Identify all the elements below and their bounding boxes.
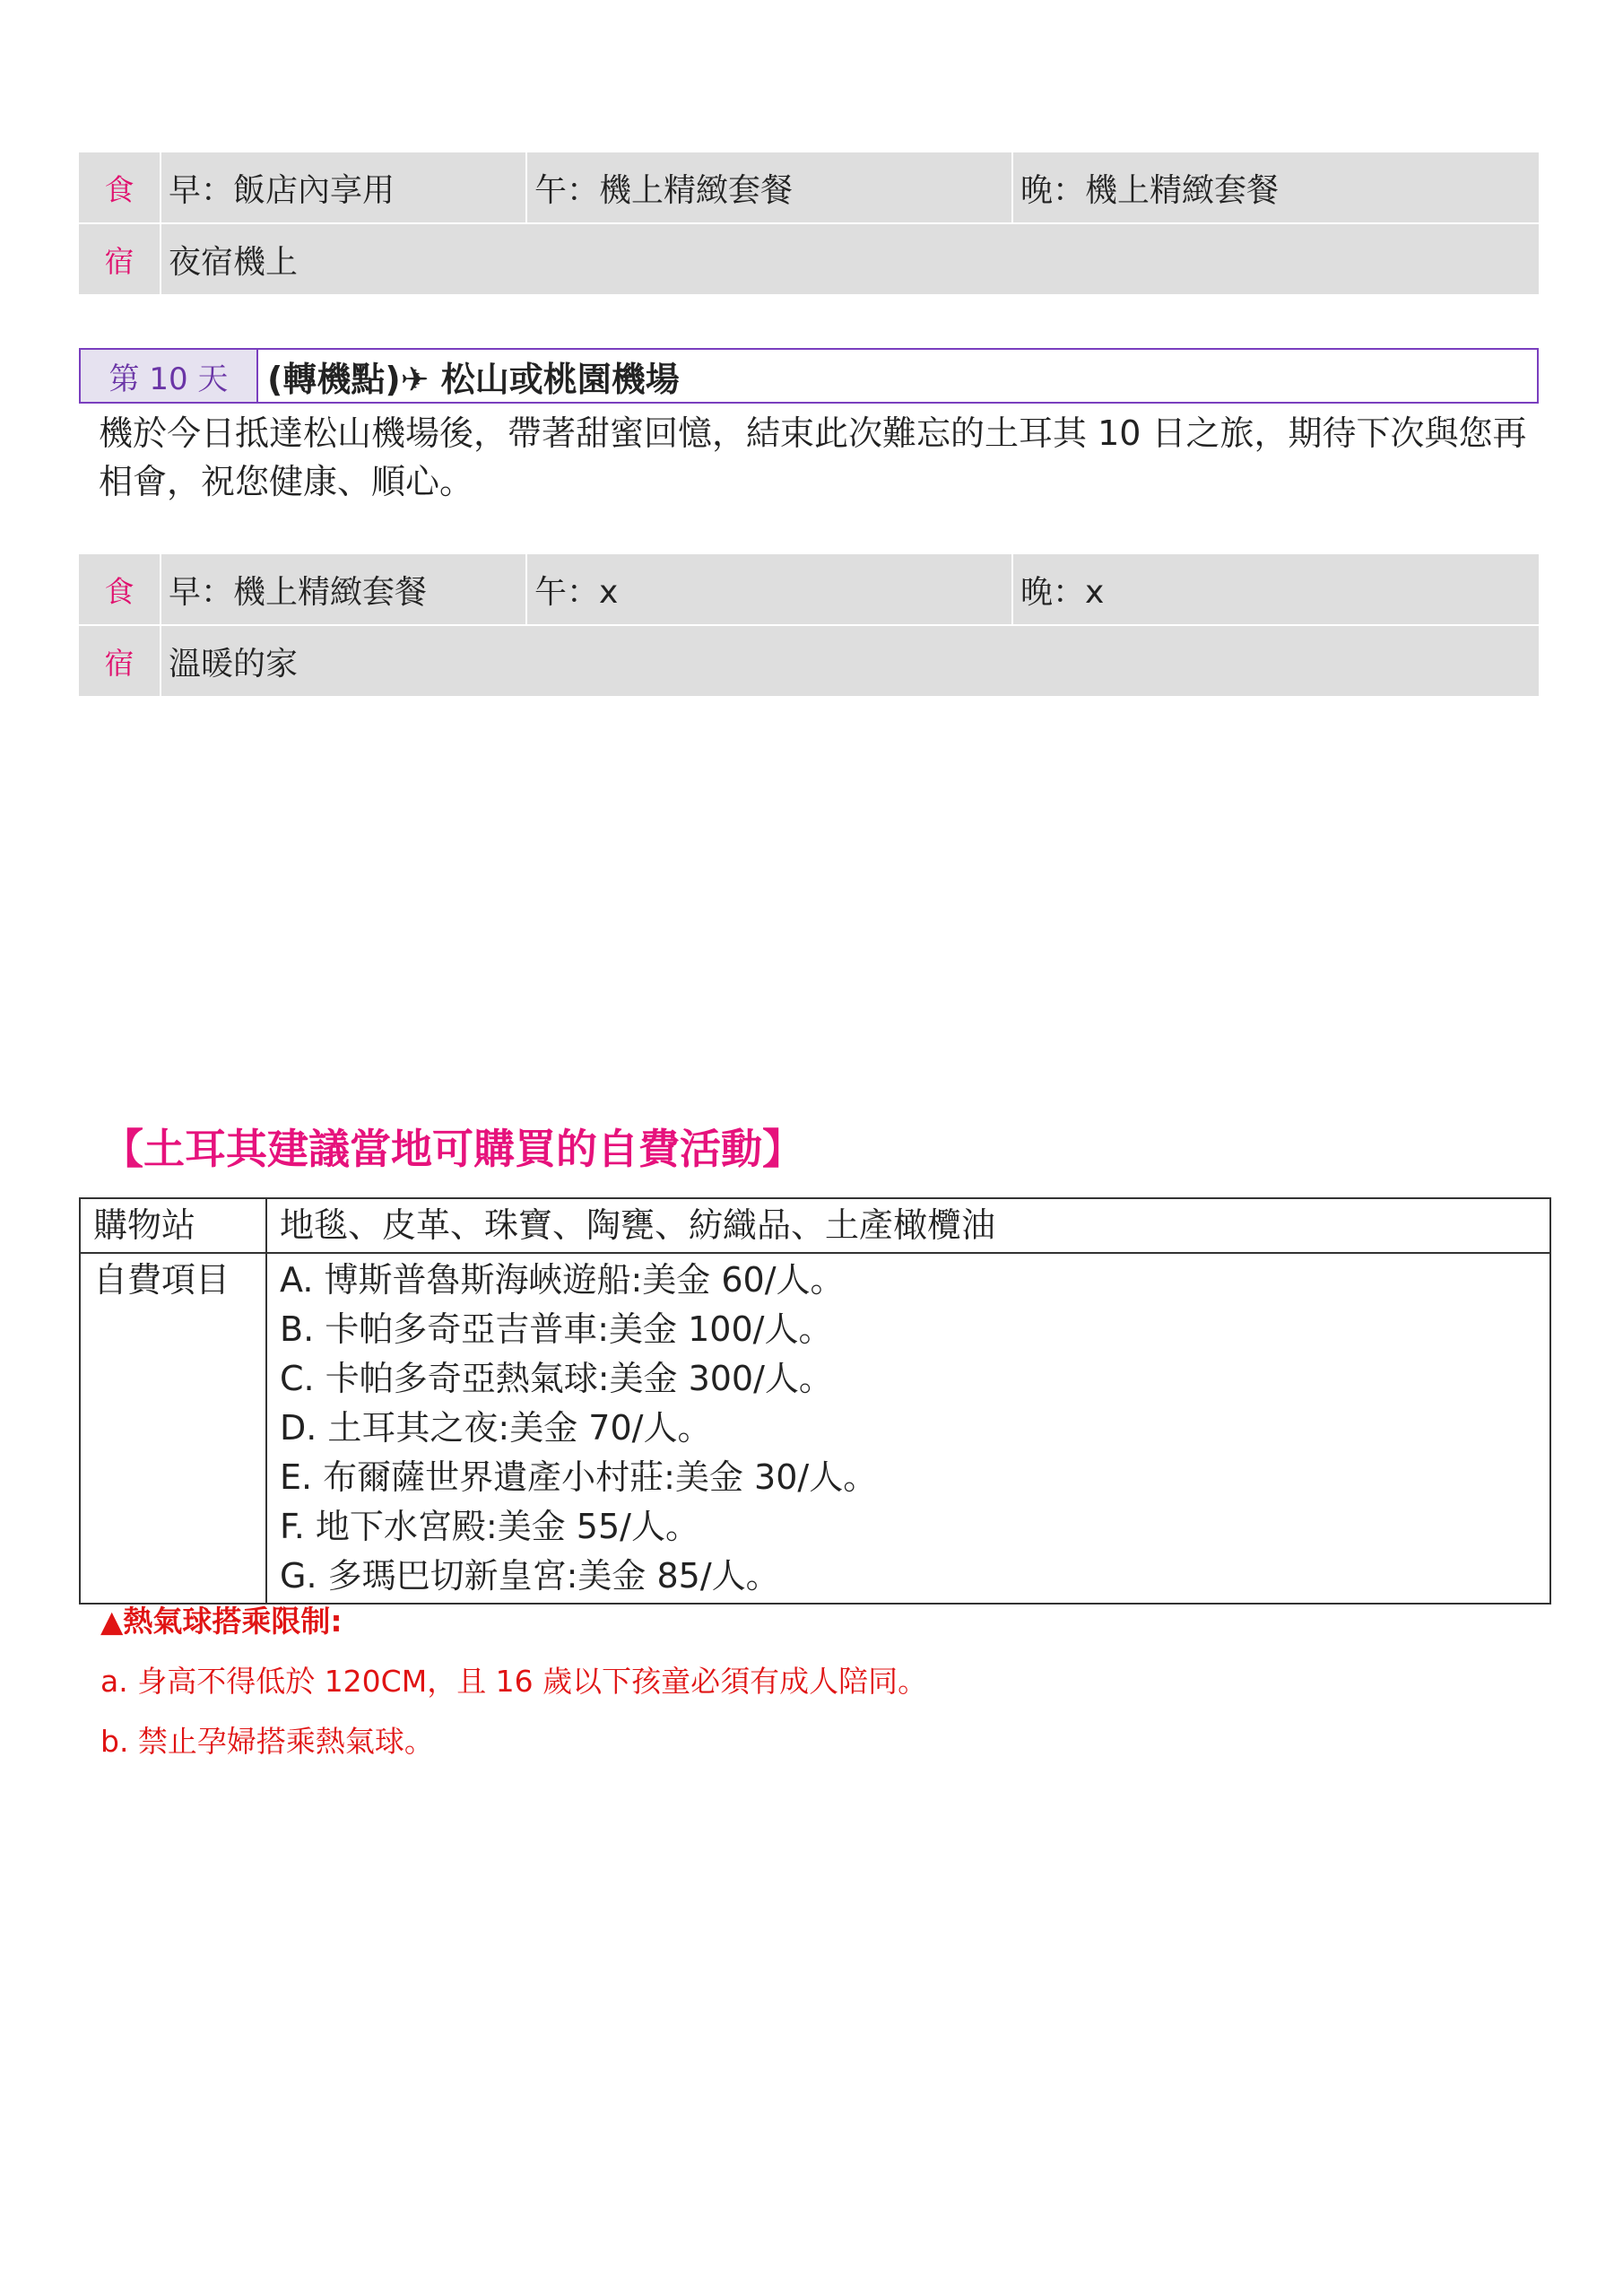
day10-meal-table: [79, 554, 1539, 696]
stay-label: 宿: [79, 224, 161, 294]
breakfast-cell: 早：機上精緻套餐: [161, 554, 527, 626]
activities-row: [80, 1253, 1550, 1604]
day10-description: 機於今日抵達松山機場後，帶著甜蜜回憶，結束此次難忘的土耳其 10 日之旅，期待下次與您再相會，祝您健康、順心。: [99, 413, 1527, 501]
activity-item: C. 卡帕多奇亞熱氣球:美金 300/人。: [280, 1359, 833, 1398]
optional-activities-title: 【土耳其建議當地可購買的自費活動】: [102, 1125, 803, 1173]
food-label: 食: [79, 152, 161, 224]
lunch-cell: 午：機上精緻套餐: [527, 152, 1013, 224]
meal-row: [79, 554, 1539, 626]
shopping-label: 購物站: [80, 1198, 266, 1253]
stay-cell: 夜宿機上: [169, 243, 299, 281]
day-number-label: 第 10 天: [81, 350, 258, 402]
optional-activities-table: [79, 1197, 1551, 1605]
shopping-row: [80, 1198, 1550, 1253]
balloon-restrictions: [100, 1598, 927, 1779]
activity-item: A. 博斯普魯斯海峽遊船:美金 60/人。: [280, 1260, 845, 1300]
dinner-cell: 晚：x: [1013, 554, 1539, 626]
stay-cell: 溫暖的家: [169, 645, 299, 683]
stay-label: 宿: [79, 626, 161, 696]
activities-list: [266, 1253, 1550, 1604]
balloon-restrictions-heading: ▲熱氣球搭乘限制:: [100, 1604, 343, 1639]
breakfast-cell: 早：飯店內享用: [161, 152, 527, 224]
day10-header: [79, 348, 1539, 404]
activity-item: F. 地下水宮殿:美金 55/人。: [280, 1507, 699, 1546]
stay-row: [79, 626, 1539, 696]
restriction-item: a. 身高不得低於 120CM，且 16 歲以下孩童必須有成人陪同。: [100, 1664, 928, 1699]
food-label: 食: [79, 554, 161, 626]
restriction-item: b. 禁止孕婦搭乘熱氣球。: [100, 1724, 434, 1759]
activities-label: 自費項目: [80, 1253, 266, 1604]
activity-item: B. 卡帕多奇亞吉普車:美金 100/人。: [280, 1309, 833, 1349]
day-title: (轉機點)✈ 松山或桃園機場: [267, 359, 680, 399]
dinner-cell: 晚：機上精緻套餐: [1013, 152, 1539, 224]
activity-item: E. 布爾薩世界遺產小村莊:美金 30/人。: [280, 1457, 878, 1497]
stay-row: [79, 224, 1539, 294]
activity-item: D. 土耳其之夜:美金 70/人。: [280, 1408, 712, 1448]
activity-item: G. 多瑪巴切新皇宮:美金 85/人。: [280, 1556, 780, 1596]
shopping-items: 地毯、皮革、珠寶、陶甕、紡織品、土產橄欖油: [266, 1198, 1550, 1253]
day9-meal-table: [79, 152, 1539, 294]
lunch-cell: 午：x: [527, 554, 1013, 626]
meal-row: [79, 152, 1539, 224]
